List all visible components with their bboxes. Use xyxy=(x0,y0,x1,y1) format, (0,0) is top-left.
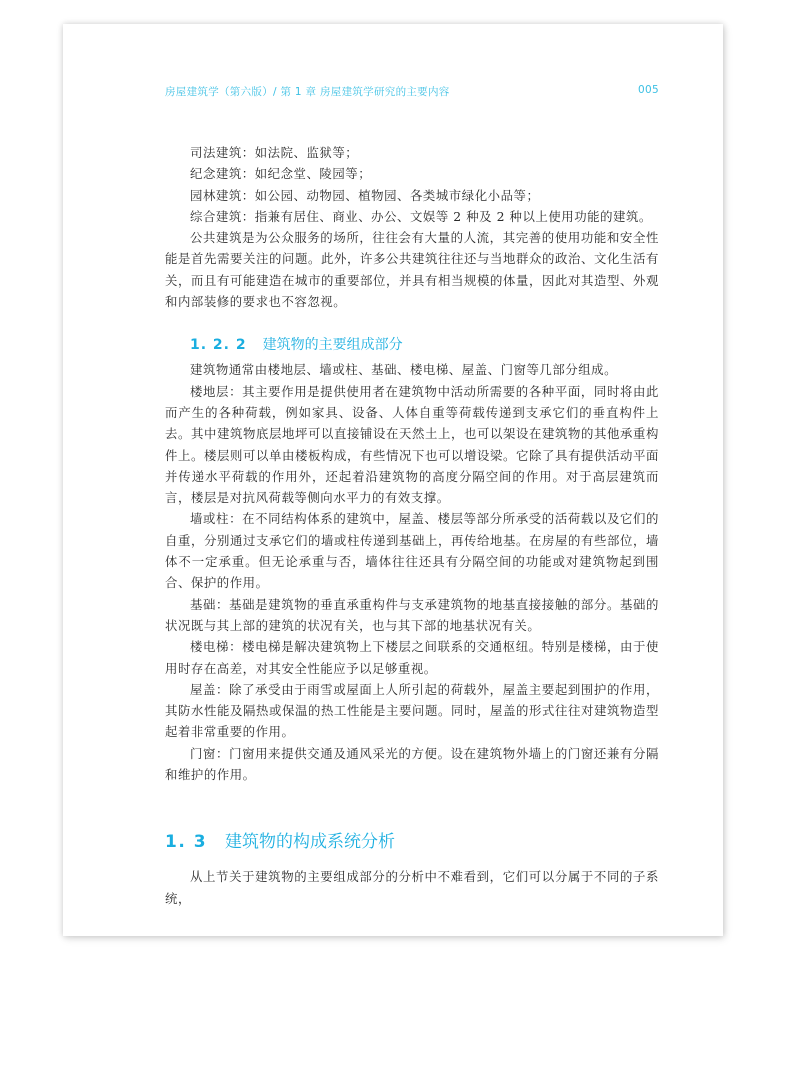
running-title: 房屋建筑学（第六版）/ 第 1 章 房屋建筑学研究的主要内容 xyxy=(165,86,450,98)
section-number: 1. 2. 2 xyxy=(190,337,247,354)
section-title: 建筑物的主要组成部分 xyxy=(262,337,403,354)
list-item-judicial: 司法建筑：如法院、监狱等； xyxy=(190,145,359,160)
paragraph-walls-columns: 墙或柱：在不同结构体系的建筑中，屋盖、楼层等部分所承受的活荷载以及它们的自重，分别通过支承它们的墙或柱传递到基础上，再传给地基。在房屋的有些部位，墙体不一定承重。但无论承重与否，墙体往往还具有分隔空间的功能或对建筑物起到围合、保护的作用。 xyxy=(165,511,659,591)
paragraph-stairs-elevators: 楼电梯：楼电梯是解决建筑物上下楼层之间联系的交通枢纽。特别是楼梯，由于使用时存在高差，对其安全性能应予以足够重视。 xyxy=(165,639,659,676)
paragraph-foundation: 基础：基础是建筑物的垂直承重构件与支承建筑物的地基直接接触的部分。基础的状况既与其上部的建筑的状况有关，也与其下部的地基状况有关。 xyxy=(165,596,659,633)
paragraph-components-intro: 建筑物通常由楼地层、墙或柱、基础、楼电梯、屋盖、门窗等几部分组成。 xyxy=(190,362,618,378)
paragraph-floors: 楼地层：其主要作用是提供使用者在建筑物中活动所需要的各种平面，同时将由此而产生的各种荷载，例如家具、设备、人体自重等荷载传递到支承它们的垂直构件上去。其中建筑物底层地坪可以直接铺设在天然土上，也可以架设在建筑物的其他承重构件上。楼层则可以单由楼板构成，有些情况下也可以增设梁。它除了具有提供活动平面并传递水平荷载的作用外，还起着沿建筑物的高度分隔空间的作用。对于高层建筑而言，楼层是对抗风荷载等侧向水平力的有效支撑。 xyxy=(165,383,659,506)
paragraph-roof: 屋盖：除了承受由于雨雪或屋面上人所引起的荷载外，屋盖主要起到围护的作用，其防水性能及隔热或保温的热工性能是主要问题。同时，屋盖的形式往往对建筑物造型起着非常重要的作用。 xyxy=(165,681,659,740)
list-item-garden: 园林建筑：如公园、动物园、植物园、各类城市绿化小品等； xyxy=(190,187,540,203)
list-item-memorial: 纪念建筑：如纪念堂、陵园等； xyxy=(190,166,372,182)
page-body xyxy=(165,142,659,909)
running-header xyxy=(165,84,659,100)
book-page xyxy=(63,24,723,936)
list-item-complex: 综合建筑：指兼有居住、商业、办公、文娱等 2 种及 2 种以上使用功能的建筑。 xyxy=(190,208,652,224)
paragraph-system-analysis: 从上节关于建筑物的主要组成部分的分析中不难看到，它们可以分属于不同的子系统， xyxy=(165,869,659,906)
section-title: 建筑物的构成系统分析 xyxy=(225,832,396,853)
section-heading-1-3 xyxy=(165,830,659,854)
section-heading-1-2-2 xyxy=(165,335,659,355)
section-number: 1. 3 xyxy=(165,832,208,853)
paragraph-public-buildings: 公共建筑是为公众服务的场所，往往会有大量的人流，其完善的使用功能和安全性能是首先需要关注的问题。此外，许多公共建筑往往还与当地群众的政治、文化生活有关，而且有可能建造在城市的重要部位，并具有相当规模的体量，因此对其造型、外观和内部装修的要求也不容忽视。 xyxy=(165,230,659,310)
page-number: 005 xyxy=(638,84,659,96)
paragraph-doors-windows: 门窗：门窗用来提供交通及通风采光的方便。设在建筑物外墙上的门窗还兼有分隔和维护的作用。 xyxy=(165,745,659,783)
